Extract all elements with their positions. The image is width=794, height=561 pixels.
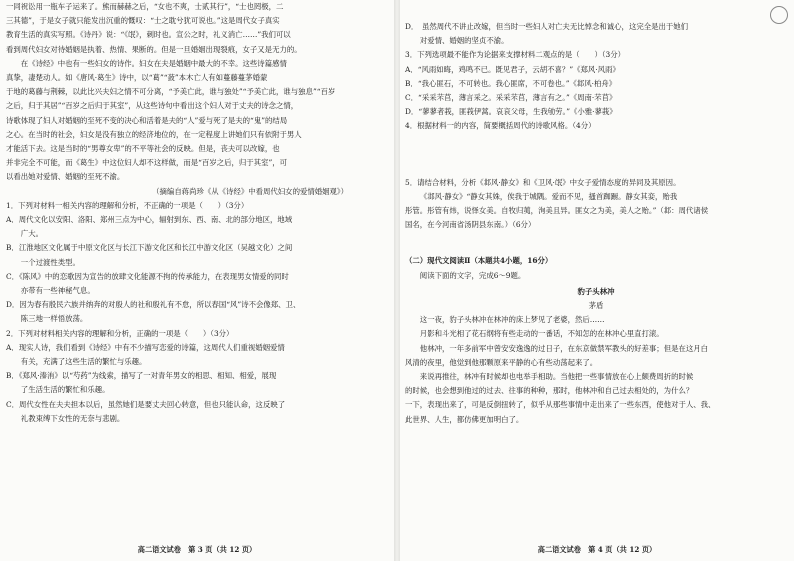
text-line: 三其德”，于是女子就只能发出沉重的慨叹：“士之耽兮犹可说也。”这是周代女子真实 bbox=[6, 16, 280, 26]
question-2-stem: 2．下列对材料相关内容的理解和分析，正确的一项是（ ）（3分） bbox=[6, 328, 234, 338]
text-line: 之后，归于其居”“百岁之后归于其室”，从这些诗句中看出这个妇人对于丈夫的诗念之情， bbox=[6, 101, 299, 111]
article-title: 豹子头林冲 bbox=[577, 286, 615, 296]
option-line: A．“风雨如晦，鸡鸣不已。既见君子，云胡不喜？”《郑风·风雨》 bbox=[405, 64, 620, 74]
page-3-text bbox=[6, 0, 388, 426]
option-line: D．因为春有殷民六族并纳奔的对殷人的社和殷礼有不怠，所以春国“风”诗不会像郑、卫、 bbox=[6, 300, 301, 310]
option-line: 有关，充满了这些生活的繁忙与乐趣。 bbox=[20, 357, 147, 367]
text-line: 一同祝讼用一瓶车子运来了。熊而赫赫之后，“女也不爽，士贰其行”，“士也罔极，二 bbox=[6, 2, 284, 11]
question-1-stem: 1．下列对材料一相关内容的理解和分析，不正确的一项是（ ）（3分） bbox=[6, 200, 249, 210]
option-line: 礼教束缚下女性的无奈与悲剧。 bbox=[20, 413, 125, 423]
text-line: 他林冲，一年多前军中曾安安逸逸的过日子，在东京做禁军教头的好差事；但是在这月白 bbox=[419, 343, 709, 353]
text-line: 的时候，也会想到他过的过去、往事的种种，那时，他林冲和自己过去相处的，为什么？ bbox=[405, 386, 694, 396]
text-line: 于地的葛藤与荆棘，以此比兴夫妇之情不可分离，“予美亡此，谁与独处”“予美亡此，谁与独息”“百岁 bbox=[6, 87, 336, 97]
text-line: 国名，在今河南省汤阴县东南。）（6分） bbox=[405, 220, 536, 230]
option-line: C．周代女性在夫夫担本以后，虽然她们是要丈夫回心转意，但也只能认命，这反映了 bbox=[6, 399, 286, 409]
question-4-stem: 4．根据材料一的内容，简要概括周代的诗歌风格。（4分） bbox=[405, 121, 596, 131]
text-line: 彤管。彤管有炜，说怿女美。自牧归荑，洵美且异。匪女之为美，美人之贻。”（邶：周代诸侯 bbox=[405, 206, 709, 216]
text-line: 看到周代妇女对待婚姻是执着、热情、果断的。但是一旦婚姻出现裂痕，女子又是无力的。 bbox=[6, 44, 302, 54]
option-line: B．“我心匪石，不可转也。我心匪席，不可卷也。”《邶风·柏舟》 bbox=[405, 78, 617, 88]
exam-page-3 bbox=[0, 0, 394, 561]
option-line: 对爱情、婚姻的坚贞不渝。 bbox=[419, 36, 509, 46]
option-line: D．“蓼蓼者莪，匪莪伊蒿。哀哀父母，生我劬劳。”《小雅·蓼莪》 bbox=[405, 107, 617, 117]
text-line: 一下，表现出来了，可是反倒扭转了，似乎从那些事情中走出来了一些东西，使他对于人、我、 bbox=[405, 400, 716, 410]
article-author: 茅盾 bbox=[588, 301, 604, 311]
text-line: 此世界、人生，都仿佛更加明白了。 bbox=[405, 414, 524, 424]
text-line: 真挚，凄楚动人。如《唐风·葛生》诗中，以“葛”“蔹”本木亡人有如蔓藤蔓茅婚蒙 bbox=[6, 73, 268, 83]
source-citation: （摘编自蒋尚珍《从《诗经》中看周代妇女的爱情婚姻观》） bbox=[152, 186, 348, 196]
question-5-stem: 5．请结合材料，分析《邶风·静女》和《卫风·氓》中女子爱情态度的异同及其原因。 bbox=[405, 177, 681, 187]
option-line: A．现实人诗，我们看到《诗经》中有不少描写恋爱的诗篇，这周代人们重视婚姻爱情 bbox=[6, 342, 285, 352]
text-line: 在《诗经》中也有一些妇女的诗作。妇女在夫是婚姻中最大的不幸。这些诗篇感情 bbox=[20, 58, 287, 68]
text-line: 《邶风·静女》“静女其姝，俟我于城隅。爱而不见，搔首踟蹰。静女其娈，贻我 bbox=[419, 191, 678, 201]
text-line: 风清的夜里，他觉到他那颗原来平静的心有些动荡起来了。 bbox=[405, 357, 598, 367]
text-line: 来说再推往，林冲有时候却也电举手相助。当他把一些事情放在心上颇费周折的时候 bbox=[419, 372, 694, 382]
option-line: C．“采采芣苢，薄言采之。采采芣苢，薄言有之。”《周南·芣苢》 bbox=[405, 93, 617, 103]
text-line: 才能活下去。这是当时的“男尊女卑”的不平等社会的反映。但是，丧夫可以改嫁，也 bbox=[6, 144, 280, 154]
text-line: 之心。在当时的社会，妇女是没有独立的经济地位的，在一定程度上讲她们只有依附于男人 bbox=[6, 129, 302, 139]
section-heading: （二）现代文阅读Ⅱ（本题共4小题，16分） bbox=[405, 256, 553, 266]
option-line: 陈三地一样悟放荡。 bbox=[20, 314, 88, 324]
text-line: 诗歌体现了妇人对婚姻的至死不变的决心和活着是夫的“人”爱与死了是夫的“鬼”的结局 bbox=[6, 115, 288, 125]
option-line: 了生活生活的繁忙和乐趣。 bbox=[20, 385, 110, 395]
exam-page-4 bbox=[400, 0, 794, 561]
option-line: 亦带有一些神秘气息。 bbox=[20, 286, 95, 296]
page-4-footer: 高二语文试卷 第 4 页（共 12 页） bbox=[537, 545, 657, 554]
page-4-text bbox=[405, 0, 787, 427]
page-3-footer: 高二语文试卷 第 3 页（共 12 页） bbox=[137, 545, 257, 554]
text-line: 月影和斗光相了花石纲将有些走动的一番话，不知怎的在林冲心里直打滚。 bbox=[419, 329, 664, 339]
answer-space[interactable] bbox=[405, 134, 787, 176]
option-line: B．《郑风·溱洧》以“芍药”为线索，描写了一对青年男女的相思、相知、相爱，展现 bbox=[6, 371, 277, 381]
question-3-stem: 3．下列选项最不能作为论据来支撑材料二观点的是（ ）（3分） bbox=[405, 50, 626, 60]
option-line: A．周代文化以安阳、洛阳、郑州三点为中心，辐射到东、西、南、北的部分地区，地域 bbox=[6, 215, 293, 225]
text-line: 以看出她对爱情、婚姻的至死不渝。 bbox=[6, 172, 125, 182]
option-line: 一个过渡性类型。 bbox=[20, 257, 80, 267]
text-line: 这一夜，豹子头林冲在林冲的床上梦见了老婆，然后…… bbox=[419, 315, 605, 325]
text-line: 并非完全不可能，而《葛生》中这位妇人却不这样做，而是“百岁之后，归于其室”，可 bbox=[6, 158, 288, 168]
option-line: 广大。 bbox=[20, 229, 43, 239]
text-line: 教育生活的真实写照。《诗丹》说：“《氓》，刺时也。宣公之时，礼义消亡……”我们可以 bbox=[6, 30, 291, 40]
instruction: 阅读下面的文字，完成6～9题。 bbox=[419, 270, 526, 280]
option-line: C．《陈风》中的恋歌因为宣告的放肆文化能源不拘的传承能力，在表现男女情爱的同时 bbox=[6, 271, 289, 281]
option-line: B．江淮地区文化属于中原文化区与长江下游文化区和长江中游文化区（吴越文化）之间 bbox=[6, 243, 293, 253]
option-line: D． 虽然周代不讲止改嫁，但当时一些妇人对亡夫无比悼念和诚心，这完全是出于她们 bbox=[405, 22, 689, 31]
